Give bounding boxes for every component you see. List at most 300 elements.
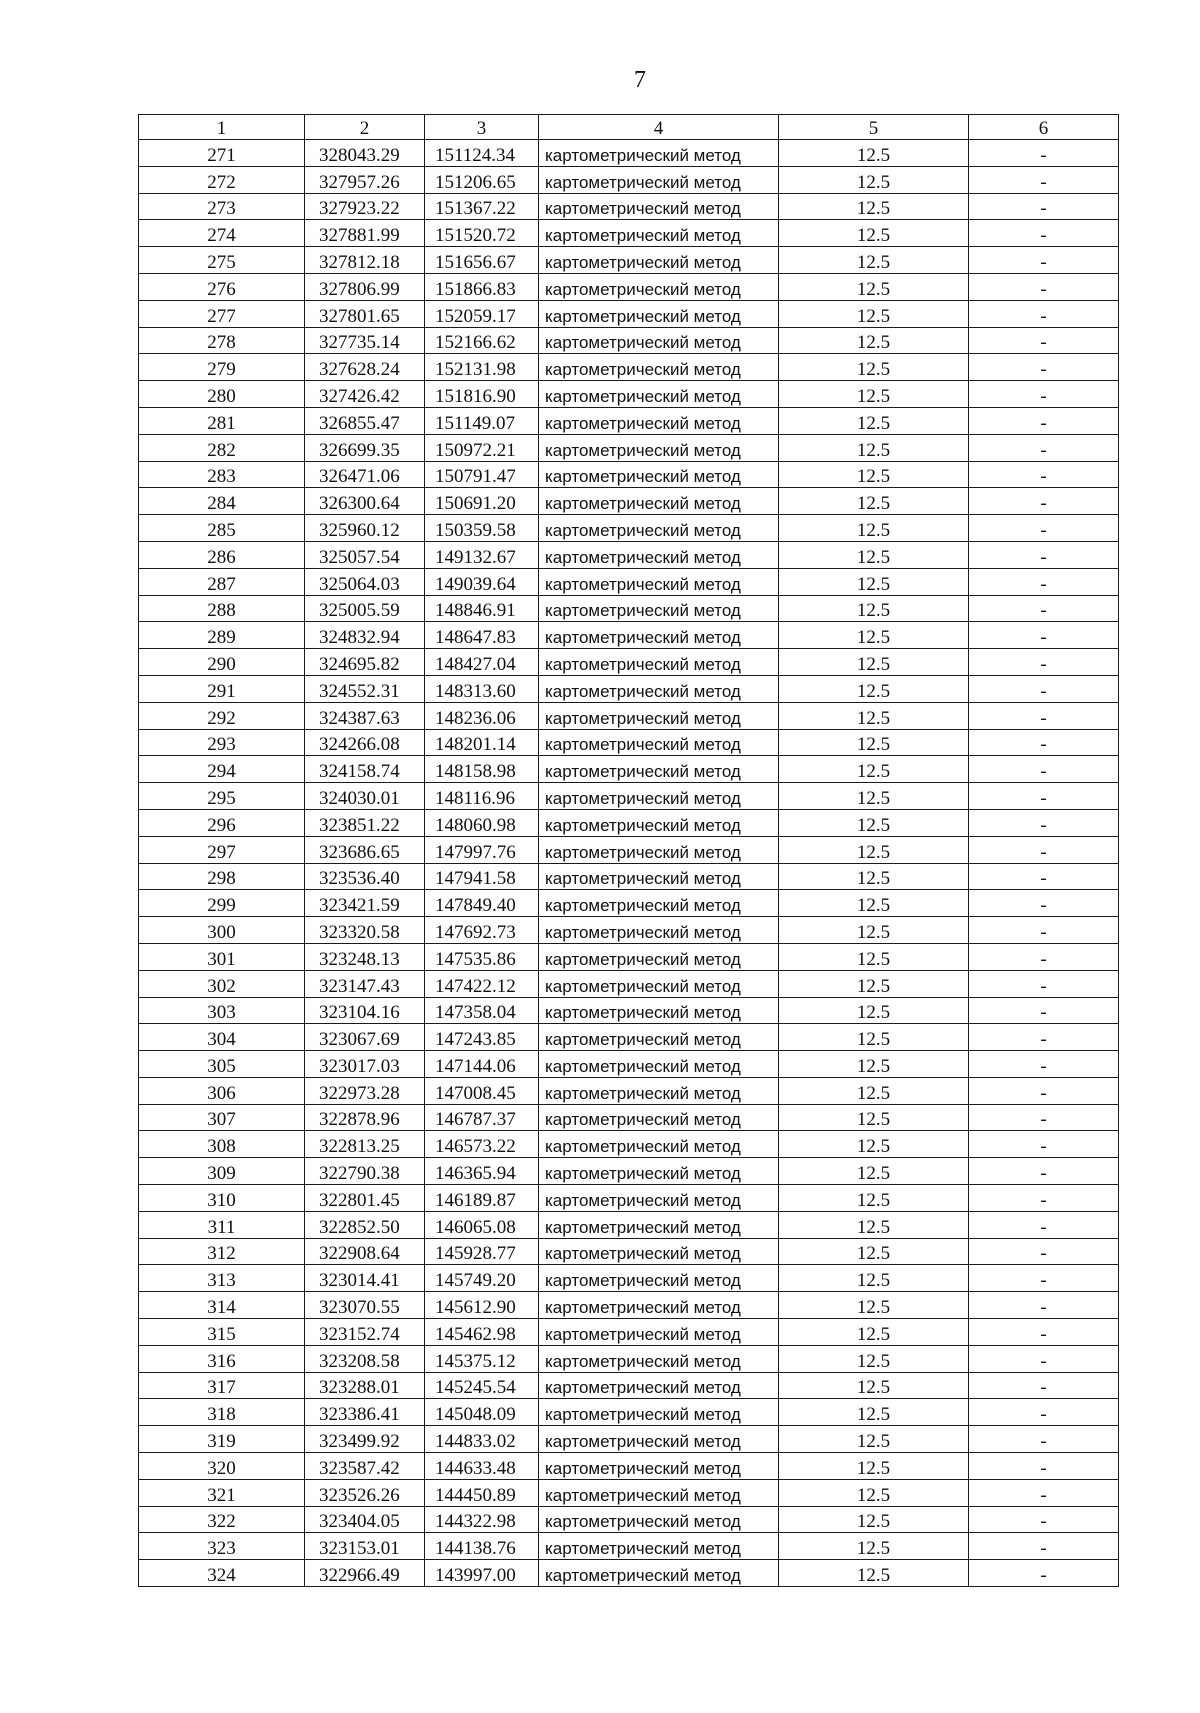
point-number-cell: 315 (139, 1319, 305, 1346)
table-row (139, 1345, 1119, 1372)
x-coordinate-cell: 323526.26 (305, 1479, 425, 1506)
method-cell: картометрический метод (539, 1265, 779, 1292)
method-cell: картометрический метод (539, 1345, 779, 1372)
y-coordinate-cell: 147144.06 (425, 1051, 539, 1078)
y-coordinate-cell: 147008.45 (425, 1077, 539, 1104)
y-coordinate-cell: 148647.83 (425, 622, 539, 649)
x-coordinate-cell: 323147.43 (305, 970, 425, 997)
method-cell: картометрический метод (539, 461, 779, 488)
method-cell: картометрический метод (539, 649, 779, 676)
x-coordinate-cell: 325005.59 (305, 595, 425, 622)
accuracy-cell: 12.5 (779, 166, 969, 193)
point-number-cell: 285 (139, 515, 305, 542)
y-coordinate-cell: 150791.47 (425, 461, 539, 488)
note-cell: - (969, 649, 1119, 676)
y-coordinate-cell: 145048.09 (425, 1399, 539, 1426)
point-number-cell: 275 (139, 247, 305, 274)
y-coordinate-cell: 146573.22 (425, 1131, 539, 1158)
point-number-cell: 306 (139, 1077, 305, 1104)
point-number-cell: 301 (139, 943, 305, 970)
x-coordinate-cell: 324832.94 (305, 622, 425, 649)
table-row (139, 1051, 1119, 1078)
accuracy-cell: 12.5 (779, 595, 969, 622)
y-coordinate-cell: 151656.67 (425, 247, 539, 274)
point-number-cell: 310 (139, 1185, 305, 1212)
note-cell: - (969, 1453, 1119, 1480)
point-number-cell: 314 (139, 1292, 305, 1319)
y-coordinate-cell: 144322.98 (425, 1506, 539, 1533)
point-number-cell: 271 (139, 140, 305, 167)
method-cell: картометрический метод (539, 407, 779, 434)
note-cell: - (969, 1372, 1119, 1399)
x-coordinate-cell: 324158.74 (305, 756, 425, 783)
x-coordinate-cell: 323208.58 (305, 1345, 425, 1372)
note-cell: - (969, 756, 1119, 783)
point-number-cell: 276 (139, 273, 305, 300)
note-cell: - (969, 488, 1119, 515)
x-coordinate-cell: 326699.35 (305, 434, 425, 461)
y-coordinate-cell: 149039.64 (425, 568, 539, 595)
coordinates-table-container (138, 114, 1118, 1587)
y-coordinate-cell: 146065.08 (425, 1211, 539, 1238)
accuracy-cell: 12.5 (779, 1506, 969, 1533)
x-coordinate-cell: 323851.22 (305, 809, 425, 836)
y-coordinate-cell: 144450.89 (425, 1479, 539, 1506)
table-row (139, 702, 1119, 729)
y-coordinate-cell: 147849.40 (425, 890, 539, 917)
note-cell: - (969, 1185, 1119, 1212)
method-cell: картометрический метод (539, 381, 779, 408)
table-row (139, 1238, 1119, 1265)
x-coordinate-cell: 323536.40 (305, 863, 425, 890)
point-number-cell: 304 (139, 1024, 305, 1051)
x-coordinate-cell: 327806.99 (305, 273, 425, 300)
accuracy-cell: 12.5 (779, 809, 969, 836)
table-row (139, 675, 1119, 702)
note-cell: - (969, 729, 1119, 756)
table-row (139, 1158, 1119, 1185)
method-cell: картометрический метод (539, 1158, 779, 1185)
x-coordinate-cell: 323686.65 (305, 836, 425, 863)
accuracy-cell: 12.5 (779, 1185, 969, 1212)
y-coordinate-cell: 148846.91 (425, 595, 539, 622)
table-row (139, 1024, 1119, 1051)
header-col-3: 3 (425, 115, 539, 140)
y-coordinate-cell: 147941.58 (425, 863, 539, 890)
method-cell: картометрический метод (539, 1131, 779, 1158)
y-coordinate-cell: 145928.77 (425, 1238, 539, 1265)
note-cell: - (969, 1024, 1119, 1051)
x-coordinate-cell: 328043.29 (305, 140, 425, 167)
table-row (139, 729, 1119, 756)
x-coordinate-cell: 323014.41 (305, 1265, 425, 1292)
note-cell: - (969, 997, 1119, 1024)
method-cell: картометрический метод (539, 247, 779, 274)
y-coordinate-cell: 143997.00 (425, 1560, 539, 1587)
note-cell: - (969, 1131, 1119, 1158)
y-coordinate-cell: 152131.98 (425, 354, 539, 381)
accuracy-cell: 12.5 (779, 1426, 969, 1453)
x-coordinate-cell: 327812.18 (305, 247, 425, 274)
x-coordinate-cell: 323288.01 (305, 1372, 425, 1399)
accuracy-cell: 12.5 (779, 1345, 969, 1372)
x-coordinate-cell: 325960.12 (305, 515, 425, 542)
note-cell: - (969, 622, 1119, 649)
x-coordinate-cell: 327801.65 (305, 300, 425, 327)
y-coordinate-cell: 147692.73 (425, 917, 539, 944)
table-row (139, 836, 1119, 863)
y-coordinate-cell: 151866.83 (425, 273, 539, 300)
point-number-cell: 317 (139, 1372, 305, 1399)
accuracy-cell: 12.5 (779, 1024, 969, 1051)
header-col-5: 5 (779, 115, 969, 140)
coordinates-table (138, 114, 1119, 1587)
table-row (139, 1506, 1119, 1533)
table-row (139, 1292, 1119, 1319)
method-cell: картометрический метод (539, 354, 779, 381)
x-coordinate-cell: 327628.24 (305, 354, 425, 381)
y-coordinate-cell: 148116.96 (425, 783, 539, 810)
note-cell: - (969, 943, 1119, 970)
note-cell: - (969, 541, 1119, 568)
note-cell: - (969, 1345, 1119, 1372)
note-cell: - (969, 273, 1119, 300)
point-number-cell: 302 (139, 970, 305, 997)
point-number-cell: 286 (139, 541, 305, 568)
accuracy-cell: 12.5 (779, 1104, 969, 1131)
accuracy-cell: 12.5 (779, 943, 969, 970)
point-number-cell: 288 (139, 595, 305, 622)
x-coordinate-cell: 327881.99 (305, 220, 425, 247)
method-cell: картометрический метод (539, 140, 779, 167)
accuracy-cell: 12.5 (779, 756, 969, 783)
point-number-cell: 319 (139, 1426, 305, 1453)
table-row (139, 1426, 1119, 1453)
note-cell: - (969, 1238, 1119, 1265)
x-coordinate-cell: 327957.26 (305, 166, 425, 193)
note-cell: - (969, 675, 1119, 702)
note-cell: - (969, 783, 1119, 810)
table-body (139, 140, 1119, 1587)
y-coordinate-cell: 151816.90 (425, 381, 539, 408)
table-row (139, 1479, 1119, 1506)
accuracy-cell: 12.5 (779, 836, 969, 863)
y-coordinate-cell: 147535.86 (425, 943, 539, 970)
table-header (139, 115, 1119, 140)
table-row (139, 917, 1119, 944)
accuracy-cell: 12.5 (779, 729, 969, 756)
note-cell: - (969, 917, 1119, 944)
note-cell: - (969, 193, 1119, 220)
note-cell: - (969, 1560, 1119, 1587)
point-number-cell: 274 (139, 220, 305, 247)
note-cell: - (969, 863, 1119, 890)
note-cell: - (969, 515, 1119, 542)
point-number-cell: 313 (139, 1265, 305, 1292)
method-cell: картометрический метод (539, 809, 779, 836)
point-number-cell: 295 (139, 783, 305, 810)
note-cell: - (969, 407, 1119, 434)
table-row (139, 515, 1119, 542)
y-coordinate-cell: 148201.14 (425, 729, 539, 756)
point-number-cell: 289 (139, 622, 305, 649)
accuracy-cell: 12.5 (779, 1158, 969, 1185)
table-row (139, 166, 1119, 193)
y-coordinate-cell: 145749.20 (425, 1265, 539, 1292)
point-number-cell: 316 (139, 1345, 305, 1372)
table-row (139, 890, 1119, 917)
y-coordinate-cell: 151367.22 (425, 193, 539, 220)
table-row (139, 970, 1119, 997)
x-coordinate-cell: 326855.47 (305, 407, 425, 434)
point-number-cell: 299 (139, 890, 305, 917)
x-coordinate-cell: 323386.41 (305, 1399, 425, 1426)
x-coordinate-cell: 323248.13 (305, 943, 425, 970)
y-coordinate-cell: 148060.98 (425, 809, 539, 836)
method-cell: картометрический метод (539, 1426, 779, 1453)
x-coordinate-cell: 322973.28 (305, 1077, 425, 1104)
table-row (139, 1211, 1119, 1238)
point-number-cell: 273 (139, 193, 305, 220)
y-coordinate-cell: 148427.04 (425, 649, 539, 676)
y-coordinate-cell: 144833.02 (425, 1426, 539, 1453)
note-cell: - (969, 1479, 1119, 1506)
accuracy-cell: 12.5 (779, 1211, 969, 1238)
y-coordinate-cell: 151124.34 (425, 140, 539, 167)
x-coordinate-cell: 324266.08 (305, 729, 425, 756)
note-cell: - (969, 890, 1119, 917)
note-cell: - (969, 1211, 1119, 1238)
x-coordinate-cell: 325057.54 (305, 541, 425, 568)
table-row (139, 622, 1119, 649)
x-coordinate-cell: 323017.03 (305, 1051, 425, 1078)
accuracy-cell: 12.5 (779, 1453, 969, 1480)
x-coordinate-cell: 322966.49 (305, 1560, 425, 1587)
accuracy-cell: 12.5 (779, 488, 969, 515)
note-cell: - (969, 461, 1119, 488)
point-number-cell: 322 (139, 1506, 305, 1533)
point-number-cell: 309 (139, 1158, 305, 1185)
table-row (139, 488, 1119, 515)
point-number-cell: 296 (139, 809, 305, 836)
accuracy-cell: 12.5 (779, 407, 969, 434)
y-coordinate-cell: 147358.04 (425, 997, 539, 1024)
header-col-2: 2 (305, 115, 425, 140)
accuracy-cell: 12.5 (779, 1399, 969, 1426)
table-row (139, 809, 1119, 836)
method-cell: картометрический метод (539, 488, 779, 515)
note-cell: - (969, 381, 1119, 408)
table-row (139, 1104, 1119, 1131)
table-row (139, 756, 1119, 783)
point-number-cell: 321 (139, 1479, 305, 1506)
accuracy-cell: 12.5 (779, 1238, 969, 1265)
header-col-1: 1 (139, 115, 305, 140)
x-coordinate-cell: 324695.82 (305, 649, 425, 676)
accuracy-cell: 12.5 (779, 970, 969, 997)
table-row (139, 568, 1119, 595)
accuracy-cell: 12.5 (779, 1131, 969, 1158)
point-number-cell: 308 (139, 1131, 305, 1158)
method-cell: картометрический метод (539, 622, 779, 649)
x-coordinate-cell: 322878.96 (305, 1104, 425, 1131)
method-cell: картометрический метод (539, 541, 779, 568)
table-row (139, 381, 1119, 408)
y-coordinate-cell: 151520.72 (425, 220, 539, 247)
accuracy-cell: 12.5 (779, 997, 969, 1024)
note-cell: - (969, 568, 1119, 595)
note-cell: - (969, 970, 1119, 997)
page-number: 7 (634, 67, 646, 93)
header-row (139, 115, 1119, 140)
table-row (139, 300, 1119, 327)
note-cell: - (969, 1426, 1119, 1453)
x-coordinate-cell: 322790.38 (305, 1158, 425, 1185)
method-cell: картометрический метод (539, 943, 779, 970)
accuracy-cell: 12.5 (779, 300, 969, 327)
x-coordinate-cell: 323587.42 (305, 1453, 425, 1480)
note-cell: - (969, 1533, 1119, 1560)
accuracy-cell: 12.5 (779, 327, 969, 354)
point-number-cell: 312 (139, 1238, 305, 1265)
x-coordinate-cell: 323104.16 (305, 997, 425, 1024)
x-coordinate-cell: 323067.69 (305, 1024, 425, 1051)
method-cell: картометрический метод (539, 568, 779, 595)
accuracy-cell: 12.5 (779, 541, 969, 568)
accuracy-cell: 12.5 (779, 1292, 969, 1319)
note-cell: - (969, 434, 1119, 461)
method-cell: картометрический метод (539, 1292, 779, 1319)
table-row (139, 1399, 1119, 1426)
point-number-cell: 311 (139, 1211, 305, 1238)
x-coordinate-cell: 323499.92 (305, 1426, 425, 1453)
y-coordinate-cell: 152166.62 (425, 327, 539, 354)
point-number-cell: 284 (139, 488, 305, 515)
accuracy-cell: 12.5 (779, 1372, 969, 1399)
point-number-cell: 318 (139, 1399, 305, 1426)
x-coordinate-cell: 323421.59 (305, 890, 425, 917)
accuracy-cell: 12.5 (779, 568, 969, 595)
note-cell: - (969, 702, 1119, 729)
y-coordinate-cell: 150359.58 (425, 515, 539, 542)
point-number-cell: 300 (139, 917, 305, 944)
point-number-cell: 303 (139, 997, 305, 1024)
method-cell: картометрический метод (539, 1211, 779, 1238)
method-cell: картометрический метод (539, 1560, 779, 1587)
note-cell: - (969, 300, 1119, 327)
point-number-cell: 292 (139, 702, 305, 729)
point-number-cell: 293 (139, 729, 305, 756)
method-cell: картометрический метод (539, 1479, 779, 1506)
table-row (139, 783, 1119, 810)
table-row (139, 273, 1119, 300)
method-cell: картометрический метод (539, 756, 779, 783)
accuracy-cell: 12.5 (779, 917, 969, 944)
note-cell: - (969, 1051, 1119, 1078)
method-cell: картометрический метод (539, 1453, 779, 1480)
method-cell: картометрический метод (539, 1104, 779, 1131)
table-row (139, 649, 1119, 676)
y-coordinate-cell: 148236.06 (425, 702, 539, 729)
accuracy-cell: 12.5 (779, 649, 969, 676)
note-cell: - (969, 140, 1119, 167)
point-number-cell: 272 (139, 166, 305, 193)
method-cell: картометрический метод (539, 220, 779, 247)
note-cell: - (969, 1265, 1119, 1292)
accuracy-cell: 12.5 (779, 863, 969, 890)
accuracy-cell: 12.5 (779, 702, 969, 729)
table-row (139, 1372, 1119, 1399)
point-number-cell: 323 (139, 1533, 305, 1560)
y-coordinate-cell: 148313.60 (425, 675, 539, 702)
accuracy-cell: 12.5 (779, 1533, 969, 1560)
note-cell: - (969, 220, 1119, 247)
method-cell: картометрический метод (539, 675, 779, 702)
accuracy-cell: 12.5 (779, 461, 969, 488)
method-cell: картометрический метод (539, 890, 779, 917)
method-cell: картометрический метод (539, 273, 779, 300)
x-coordinate-cell: 326300.64 (305, 488, 425, 515)
method-cell: картометрический метод (539, 997, 779, 1024)
table-row (139, 220, 1119, 247)
point-number-cell: 324 (139, 1560, 305, 1587)
y-coordinate-cell: 152059.17 (425, 300, 539, 327)
point-number-cell: 307 (139, 1104, 305, 1131)
method-cell: картометрический метод (539, 917, 779, 944)
table-row (139, 354, 1119, 381)
method-cell: картометрический метод (539, 970, 779, 997)
table-row (139, 1265, 1119, 1292)
table-row (139, 407, 1119, 434)
method-cell: картометрический метод (539, 1506, 779, 1533)
x-coordinate-cell: 327923.22 (305, 193, 425, 220)
accuracy-cell: 12.5 (779, 1479, 969, 1506)
y-coordinate-cell: 146787.37 (425, 1104, 539, 1131)
x-coordinate-cell: 323152.74 (305, 1319, 425, 1346)
note-cell: - (969, 836, 1119, 863)
table-row (139, 595, 1119, 622)
y-coordinate-cell: 146189.87 (425, 1185, 539, 1212)
method-cell: картометрический метод (539, 863, 779, 890)
x-coordinate-cell: 326471.06 (305, 461, 425, 488)
point-number-cell: 280 (139, 381, 305, 408)
point-number-cell: 287 (139, 568, 305, 595)
point-number-cell: 282 (139, 434, 305, 461)
y-coordinate-cell: 145462.98 (425, 1319, 539, 1346)
table-row (139, 1453, 1119, 1480)
y-coordinate-cell: 144633.48 (425, 1453, 539, 1480)
note-cell: - (969, 247, 1119, 274)
point-number-cell: 294 (139, 756, 305, 783)
method-cell: картометрический метод (539, 327, 779, 354)
accuracy-cell: 12.5 (779, 381, 969, 408)
x-coordinate-cell: 323153.01 (305, 1533, 425, 1560)
note-cell: - (969, 1292, 1119, 1319)
x-coordinate-cell: 323320.58 (305, 917, 425, 944)
table-row (139, 541, 1119, 568)
y-coordinate-cell: 147243.85 (425, 1024, 539, 1051)
table-row (139, 1319, 1119, 1346)
y-coordinate-cell: 145375.12 (425, 1345, 539, 1372)
x-coordinate-cell: 322801.45 (305, 1185, 425, 1212)
note-cell: - (969, 1077, 1119, 1104)
method-cell: картометрический метод (539, 1185, 779, 1212)
method-cell: картометрический метод (539, 1024, 779, 1051)
method-cell: картометрический метод (539, 1399, 779, 1426)
y-coordinate-cell: 145612.90 (425, 1292, 539, 1319)
x-coordinate-cell: 327735.14 (305, 327, 425, 354)
y-coordinate-cell: 145245.54 (425, 1372, 539, 1399)
